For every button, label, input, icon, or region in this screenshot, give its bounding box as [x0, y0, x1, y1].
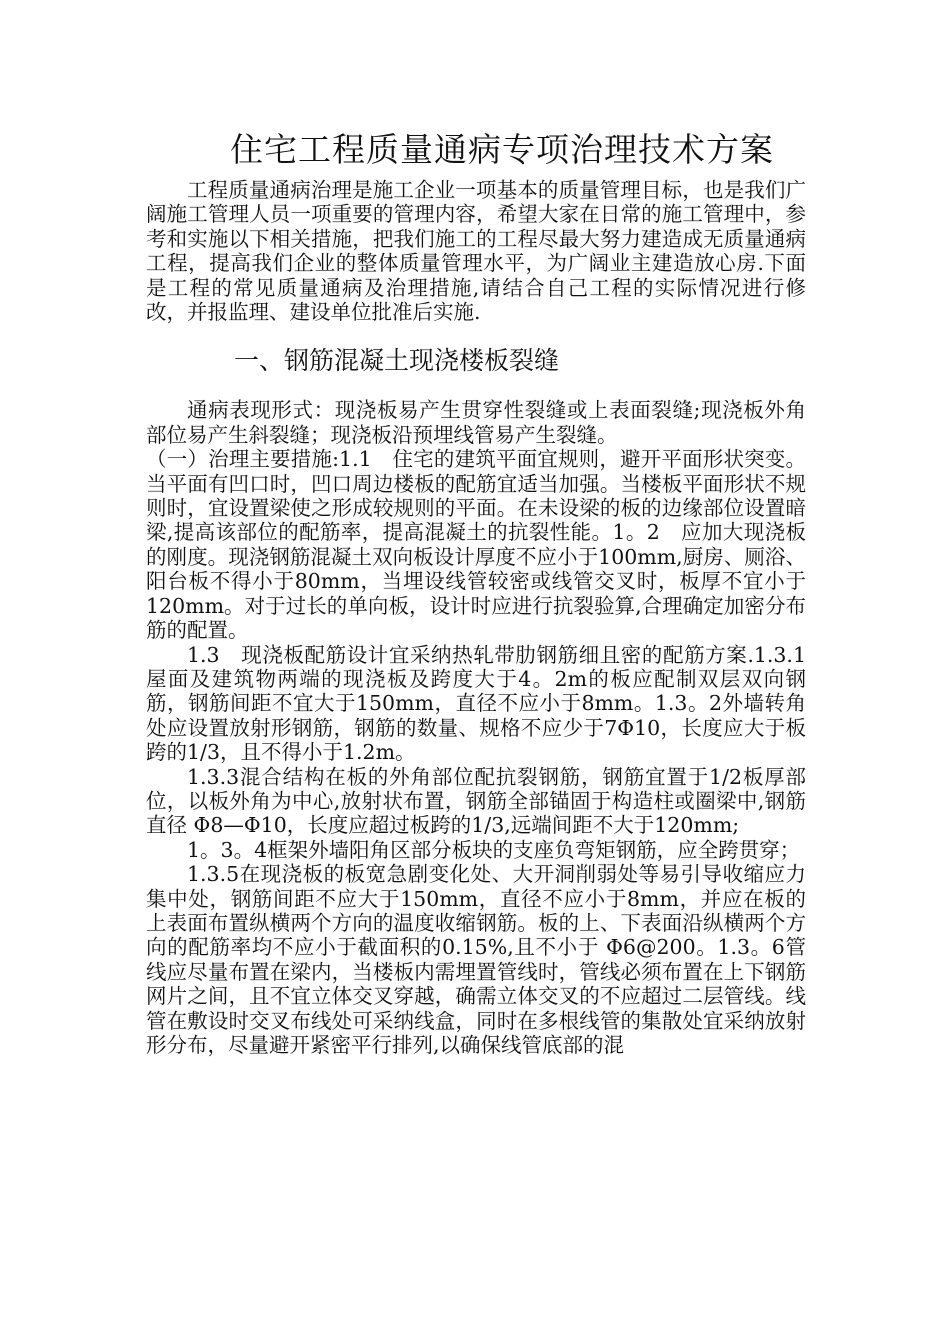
measures-paragraph: （一）治理主要措施:1.1 住宅的建筑平面宜规则，避开平面形状突变。当平面有凹口时，凹口周边楼板的配筋宜适当加强。当楼板平面形状不规则时，宜设置梁使之形成较规则的平面。在未设梁的板的边缘部位设置暗梁,提高该部位的配筋率，提高混凝土的抗裂性能。1。2 应加大现浇板的刚度。现浇钢筋混凝土双向板设计厚度不应小于100mm,厨房、厕浴、阳台板不得小于80mm，当埋设线管较密或线管交叉时，板厚不宜小于120mm。对于过长的单向板，设计时应进行抗裂验算,合理确定加密分布筋的配置。 — [146, 447, 806, 643]
paragraph-1-3-5: 1.3.5在现浇板的板宽急剧变化处、大开洞削弱处等易引导收缩应力集中处，钢筋间距不应大于150mm，直径不应小于8mm，并应在板的上表面布置纵横两个方向的温度收缩钢筋。板的上、下表面沿纵横两个方向的配筋率均不应小于截面积的0.15%,且不小于 Φ6@200。1.3。6管线应尽量布置在梁内，当楼板内需埋置管线时，管线必须布置在上下钢筋网片之间，且不宜立体交叉穿越，确需立体交叉的不应超过二层管线。线管在敷设时交叉布线处可采纳线盒，同时在多根线管的集散处宜采纳放射形分布，尽量避开紧密平行排列,以确保线管底部的混 — [146, 862, 806, 1057]
paragraph-1-3-3: 1.3.3混合结构在板的外角部位配抗裂钢筋，钢筋宜置于1/2板厚部位，以板外角为中心,放射状布置，钢筋全部锚固于构造柱或圈梁中,钢筋直径 Φ8—Φ10，长度应超过板跨的1/3,远端间距不大于120mm; — [146, 764, 806, 838]
paragraph-1-3-4: 1。3。4框架外墙阳角区部分板块的支座负弯矩钢筋，应全跨贯穿； — [187, 837, 801, 862]
document-page — [146, 128, 806, 1057]
paragraph-1-3: 1.3 现浇板配筋设计宜采纳热轧带肋钢筋细且密的配筋方案.1.3.1屋面及建筑物两端的现浇板及跨度大于4。2m的板应配制双层双向钢筋，钢筋间距不宜大于150mm，直径不应小于8mm。1.3。2外墙转角处应设置放射形钢筋，钢筋的数量、规格不应少于7Φ10，长度应大于板跨的1/3，且不得小于1.2m。 — [146, 642, 806, 765]
section-heading: 一、钢筋混凝土现浇楼板裂缝 — [234, 346, 560, 376]
document-title: 住宅工程质量通病专项治理技术方案 — [230, 130, 774, 169]
manifestation-paragraph: 通病表现形式：现浇板易产生贯穿性裂缝或上表面裂缝;现浇板外角部位易产生斜裂缝；现浇板沿预埋线管易产生裂缝。 — [146, 398, 806, 447]
intro-paragraph: 工程质量通病治理是施工企业一项基本的质量管理目标，也是我们广阔施工管理人员一项重要的管理内容，希望大家在日常的施工管理中，参考和实施以下相关措施，把我们施工的工程尽最大努力建造成无质量通病工程，提高我们企业的整体质量管理水平，为广阔业主建造放心房.下面是工程的常见质量通病及治理措施,请结合自己工程的实际情况进行修改，并报监理、建设单位批准后实施. — [146, 178, 806, 325]
